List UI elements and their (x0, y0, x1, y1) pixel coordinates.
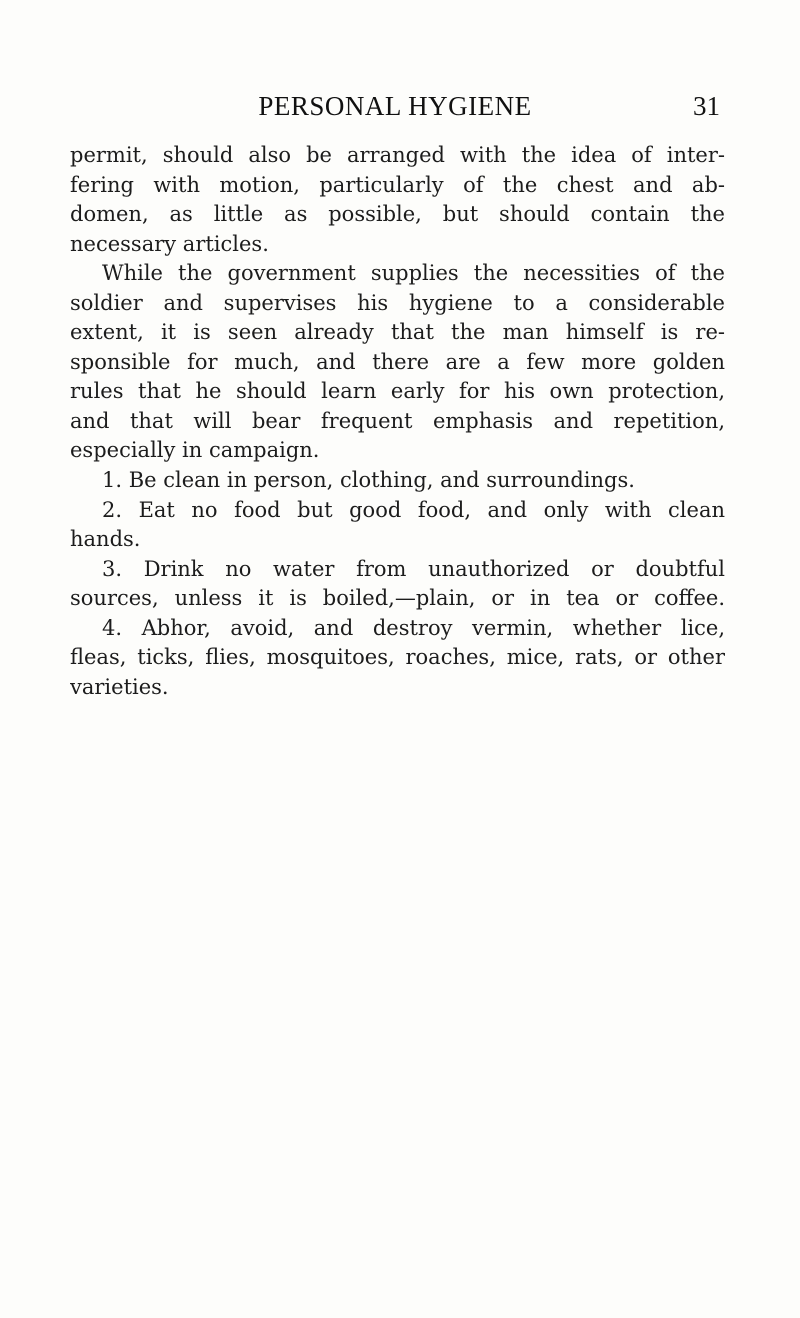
list-item: 1. Be clean in person, clothing, and surroundings. (102, 468, 635, 493)
text-line: especially in campaign. (70, 438, 320, 463)
text-line: rules that he should learn early for his own protection, (70, 379, 725, 404)
text-line: domen, as little as possible, but should contain the (70, 202, 725, 227)
running-head (70, 86, 720, 126)
text-line: fering with motion, particularly of the chest and ab- (70, 172, 725, 197)
text-line: fleas, ticks, flies, mosquitoes, roaches, mice, rats, or other (70, 645, 725, 670)
body-text (70, 141, 725, 702)
text-line: sponsible for much, and there are a few more golden (70, 349, 725, 374)
text-line: varieties. (70, 674, 169, 699)
list-item: 4. Abhor, avoid, and destroy vermin, whether lice, (102, 615, 725, 640)
list-item: 2. Eat no food but good food, and only with clean (102, 497, 725, 522)
list-item: 3. Drink no water from unauthorized or doubtful (102, 556, 725, 581)
text-line: permit, should also be arranged with the idea of inter- (70, 143, 725, 167)
text-line: necessary articles. (70, 231, 269, 256)
text-line: hands. (70, 527, 141, 552)
text-line: sources, unless it is boiled,—plain, or in tea or coffee. (70, 586, 725, 611)
text-line: soldier and supervises his hygiene to a considerable (70, 290, 725, 315)
running-title: PERSONAL HYGIENE (258, 91, 532, 121)
text-line: While the government supplies the necessities of the (102, 261, 725, 286)
page-number: 31 (693, 91, 720, 121)
text-line: and that will bear frequent emphasis and repetition, (70, 408, 725, 433)
text-line: extent, it is seen already that the man himself is re- (70, 320, 725, 345)
